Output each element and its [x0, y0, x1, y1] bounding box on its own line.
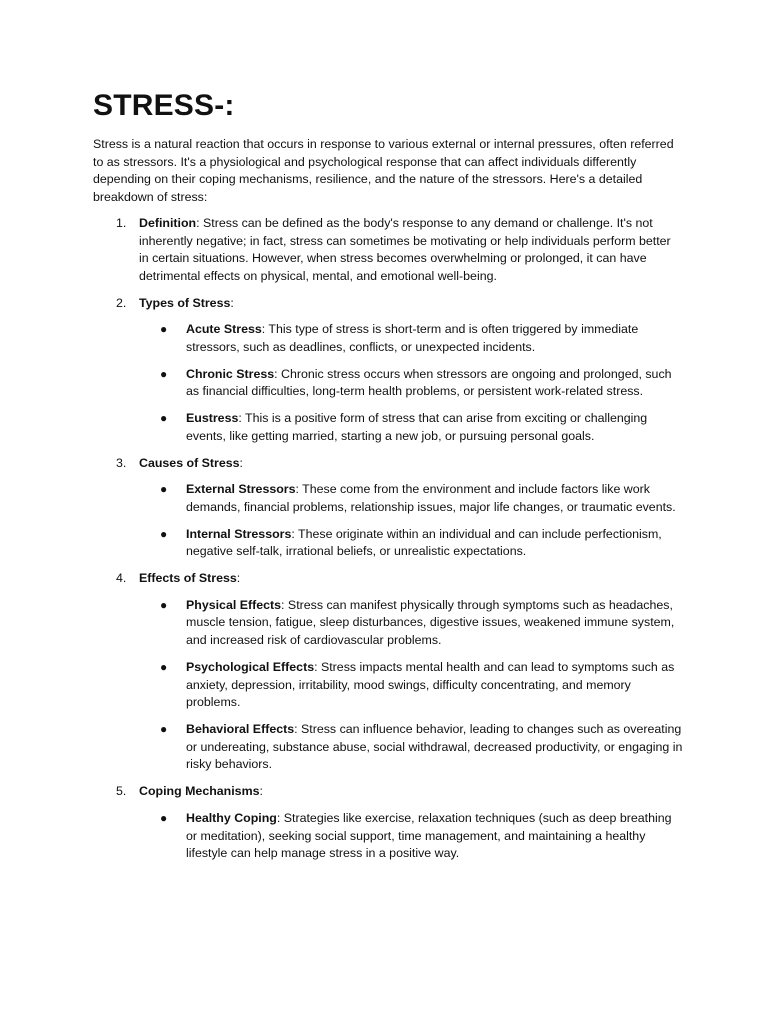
- bullet-list: [139, 810, 683, 863]
- bullet-text: : Stress can influence behavior, leading to changes such as overeating or undereating, substance abuse, social withdrawal, decreased productivity, or engaging in risky behaviors.: [186, 721, 683, 772]
- section-number: 3.: [116, 455, 127, 470]
- section-text: :: [259, 784, 263, 799]
- bullet-text: : Stress impacts mental health and can lead to symptoms such as anxiety, depression, irritability, mood swings, difficulty concentrating, and memory problems.: [186, 659, 675, 710]
- bullet-icon: ●: [160, 526, 168, 541]
- bullet-item: [139, 597, 683, 650]
- bullet-icon: ●: [160, 366, 168, 381]
- bullet-item: [139, 659, 683, 712]
- section-item: [93, 783, 683, 863]
- bullet-text: : Stress can manifest physically through symptoms such as headaches, muscle tension, fatigue, sleep disturbances, digestive issues, weakened immune system, and increased risk of cardiovascular problems.: [186, 597, 675, 648]
- section-list: [93, 215, 683, 863]
- section-number: 2.: [116, 295, 127, 310]
- bullet-text: : These come from the environment and include factors like work demands, financial problems, relationship issues, major life changes, or traumatic events.: [186, 482, 676, 514]
- section-heading: Coping Mechanisms: [139, 784, 260, 799]
- section-item: [93, 570, 683, 774]
- bullet-item: [139, 321, 683, 356]
- section-heading-line: [139, 295, 683, 313]
- bullet-term: Healthy Coping: [186, 810, 277, 825]
- bullet-text: : These originate within an individual and can include perfectionism, negative self-talk, irrational beliefs, or unrealistic expectations.: [186, 526, 662, 559]
- bullet-icon: ●: [160, 411, 168, 426]
- bullet-list: [139, 481, 683, 561]
- bullet-term: Psychological Effects: [186, 659, 315, 674]
- section-number: 1.: [116, 215, 127, 230]
- bullet-icon: ●: [160, 721, 168, 736]
- section-number: 5.: [116, 784, 127, 799]
- section-heading: Types of Stress: [139, 295, 231, 310]
- document-title: STRESS-:: [93, 89, 235, 122]
- bullet-list: [139, 321, 683, 445]
- bullet-item: [139, 481, 683, 516]
- bullet-text: : Strategies like exercise, relaxation techniques (such as deep breathing or meditation), seeking social support, time management, and maintaining a healthy lifestyle can help manage stress in a positive way.: [186, 810, 672, 861]
- bullet-text: : Chronic stress occurs when stressors are ongoing and prolonged, such as financial difficulties, long-term health problems, or persistent work-related stress.: [186, 366, 672, 399]
- bullet-icon: ●: [160, 810, 168, 825]
- bullet-term: Acute Stress: [186, 322, 262, 337]
- bullet-item: [139, 410, 683, 445]
- intro-paragraph: Stress is a natural reaction that occurs in response to various external or internal pressures, often referred to as stressors. It's a physiological and psychological response that can affect individuals differently depending on their coping mechanisms, resilience, and the nature of the stressors. Here's a detailed breakdown of stress:: [93, 137, 674, 205]
- bullet-item: [139, 526, 683, 561]
- section-heading: Causes of Stress: [139, 455, 240, 470]
- bullet-text: : This type of stress is short-term and is often triggered by immediate stressors, such as deadlines, conflicts, or unexpected incidents.: [186, 322, 639, 355]
- bullet-term: Behavioral Effects: [186, 721, 295, 736]
- bullet-term: Eustress: [186, 411, 239, 426]
- bullet-icon: ●: [160, 597, 168, 612]
- section-text: : Stress can be defined as the body's response to any demand or challenge. It's not inherently negative; in fact, stress can sometimes be motivating or help individuals perform better in certain situations. However, when stress becomes overwhelming or prolonged, it can have detrimental effects on physical, mental, and emotional well-being.: [139, 215, 671, 283]
- section-item: [93, 215, 683, 286]
- bullet-term: External Stressors: [186, 482, 296, 497]
- section-text: :: [236, 571, 241, 586]
- section-heading-line: [139, 215, 683, 286]
- bullet-icon: ●: [160, 659, 168, 674]
- bullet-item: [139, 810, 683, 863]
- section-text: :: [230, 295, 234, 310]
- section-heading-line: [139, 455, 683, 473]
- section-number: 4.: [116, 571, 127, 586]
- section-heading-line: [139, 783, 683, 801]
- section-heading: Definition: [139, 215, 197, 230]
- bullet-term: Internal Stressors: [186, 526, 292, 541]
- bullet-item: [139, 721, 683, 774]
- document-page: [93, 86, 683, 872]
- bullet-icon: ●: [160, 482, 168, 497]
- section-item: [93, 295, 683, 446]
- section-heading: Effects of Stress: [139, 571, 237, 586]
- bullet-list: [139, 597, 683, 774]
- bullet-term: Physical Effects: [186, 597, 282, 612]
- bullet-item: [139, 366, 683, 401]
- bullet-icon: ●: [160, 322, 168, 337]
- bullet-text: : This is a positive form of stress that can arise from exciting or challenging events, like getting married, starting a new job, or pursuing personal goals.: [186, 411, 648, 443]
- section-item: [93, 455, 683, 562]
- section-heading-line: [139, 570, 683, 588]
- bullet-term: Chronic Stress: [186, 366, 275, 381]
- section-text: :: [239, 455, 243, 470]
